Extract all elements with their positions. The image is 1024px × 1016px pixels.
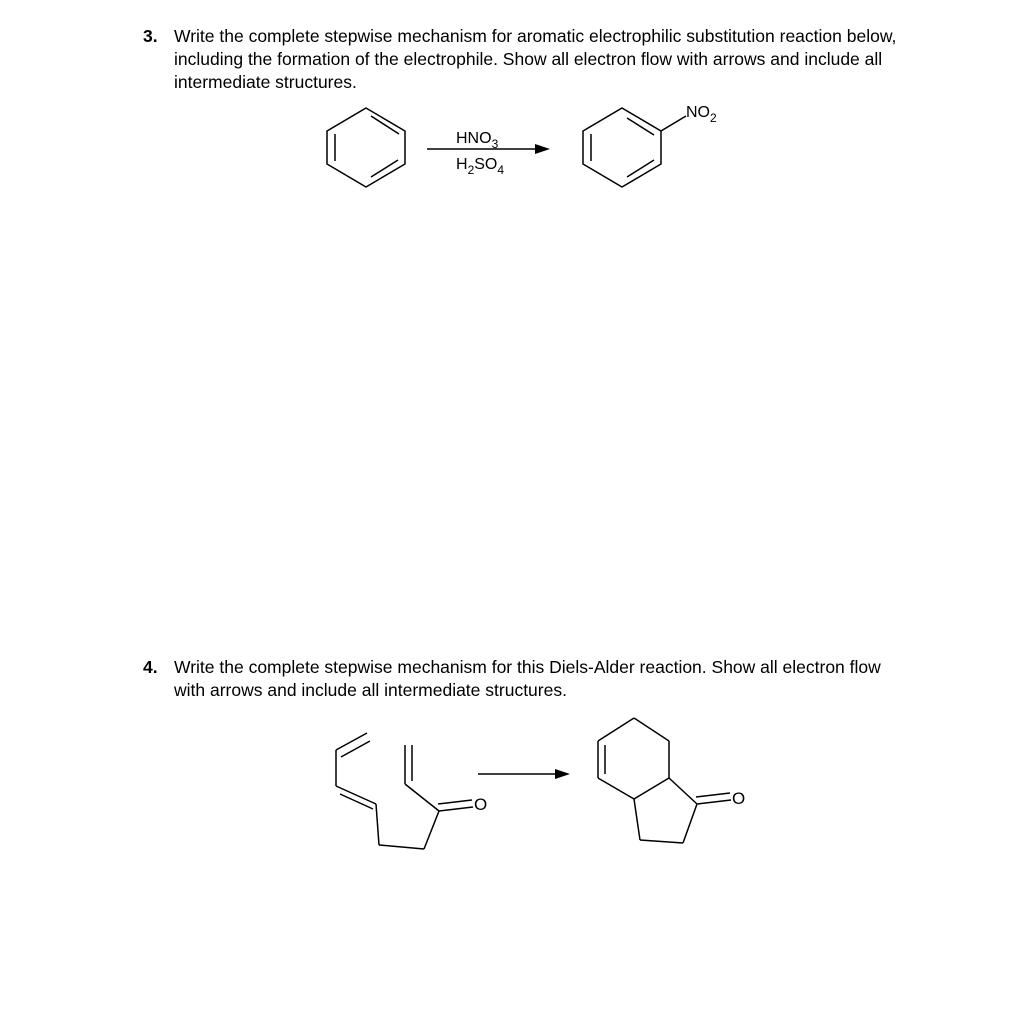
question-4-number: 4. bbox=[143, 657, 158, 677]
question-3-text: Write the complete stepwise mechanism for aromatic electrophilic substitution reaction below, including the formation of the electrophile. Show all electron flow with arrows and include all intermediate structures. bbox=[174, 26, 897, 92]
reagent-h2so4: $H_2SO_4$ bbox=[456, 156, 505, 177]
nitro-group-label: $NO_2$ bbox=[686, 104, 717, 125]
bicyclic-ketone-product bbox=[598, 718, 731, 843]
product-carbonyl-oxygen: O bbox=[732, 789, 746, 808]
question-3-number: 3. bbox=[143, 26, 158, 46]
triene-ketone-reactant bbox=[336, 733, 473, 849]
reactant-carbonyl-oxygen: O bbox=[474, 795, 488, 814]
reaction-arrow-diels-alder bbox=[478, 769, 570, 779]
question-4-text: Write the complete stepwise mechanism for this Diels-Alder reaction. Show all electron flow with arrows and include all intermediate structures. bbox=[174, 657, 881, 700]
reagent-hno3: $HNO_3$ bbox=[456, 130, 499, 151]
